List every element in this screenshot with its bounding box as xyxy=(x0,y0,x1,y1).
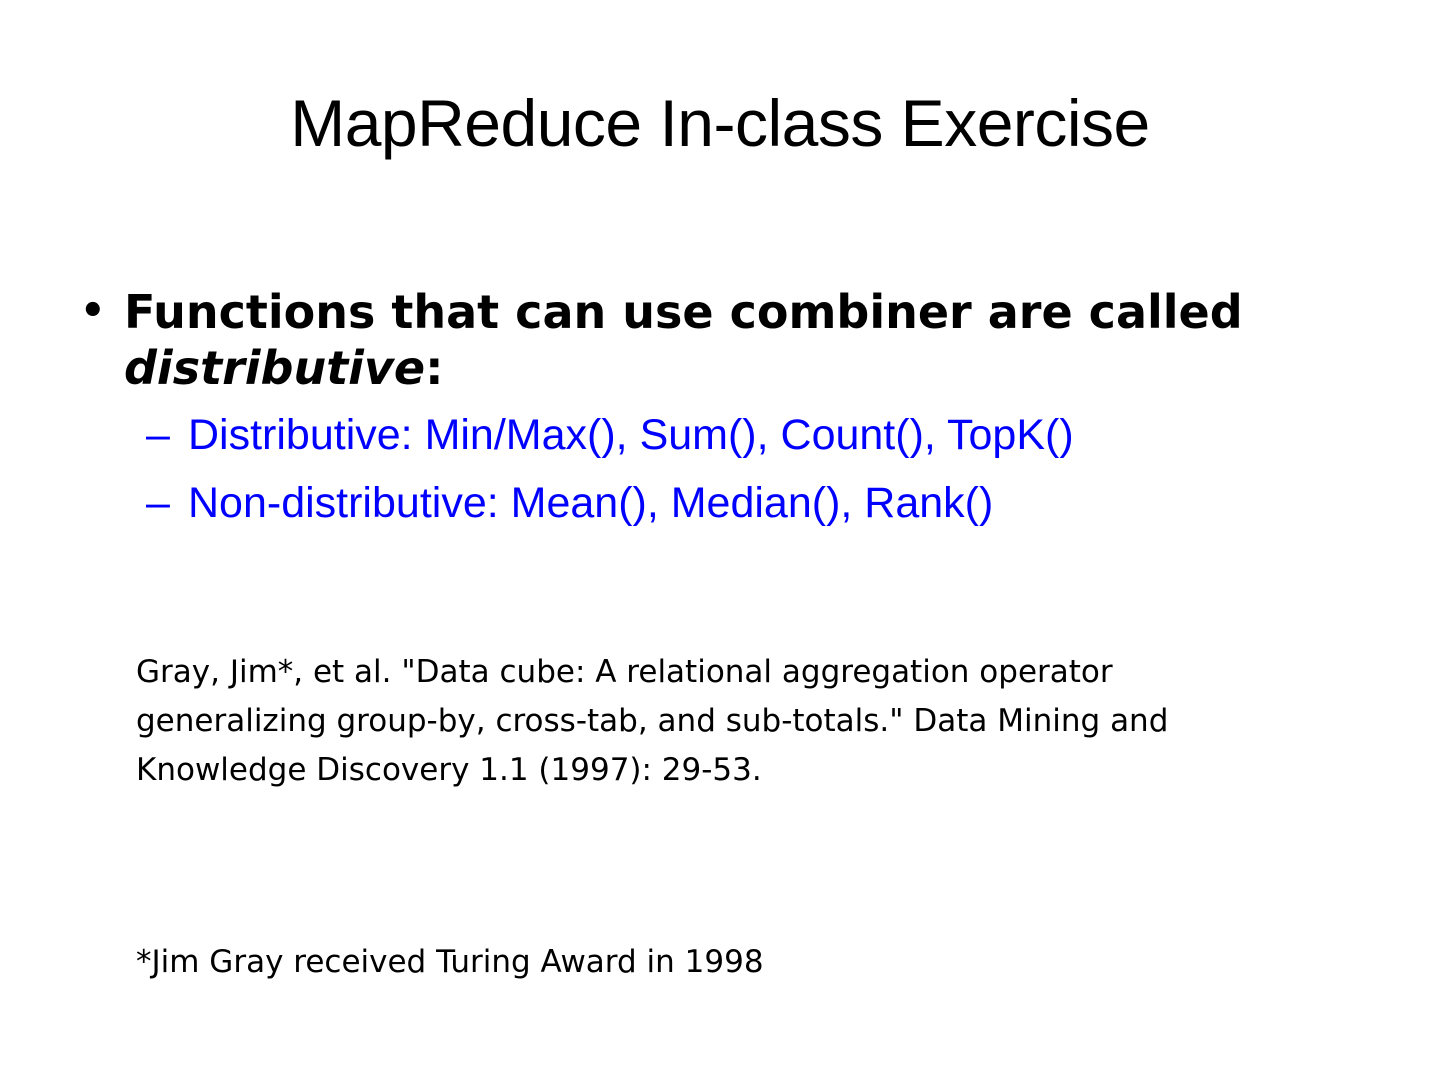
slide-body xyxy=(62,284,1382,532)
bullet-text-after-italic: : xyxy=(425,341,444,396)
bullet-level2-label: Distributive: Min/Max(), Sum(), Count(), TopK() xyxy=(188,411,1074,460)
bullet-level2-non-distributive xyxy=(62,474,1382,532)
bullet-level2-distributive xyxy=(62,406,1382,464)
dash-icon: – xyxy=(146,479,170,528)
dash-icon: – xyxy=(146,411,170,460)
bullet-dot-icon: • xyxy=(80,288,106,334)
bullet-level2-label: Non-distributive: Mean(), Median(), Rank() xyxy=(188,479,994,528)
footnote-text: *Jim Gray received Turing Award in 1998 xyxy=(136,944,764,980)
citation-text: Gray, Jim*, et al. "Data cube: A relational aggregation operator generalizing group-by, cross-tab, and sub-totals." Data Mining and Knowledge Discovery 1.1 (1997): 29-53. xyxy=(136,654,1169,788)
page-title: MapReduce In-class Exercise xyxy=(290,86,1150,160)
bullet-text-before-italic: Functions that can use combiner are called xyxy=(124,285,1243,339)
bullet-text-italic: distributive xyxy=(124,341,426,396)
bullet-level1 xyxy=(62,284,1382,396)
